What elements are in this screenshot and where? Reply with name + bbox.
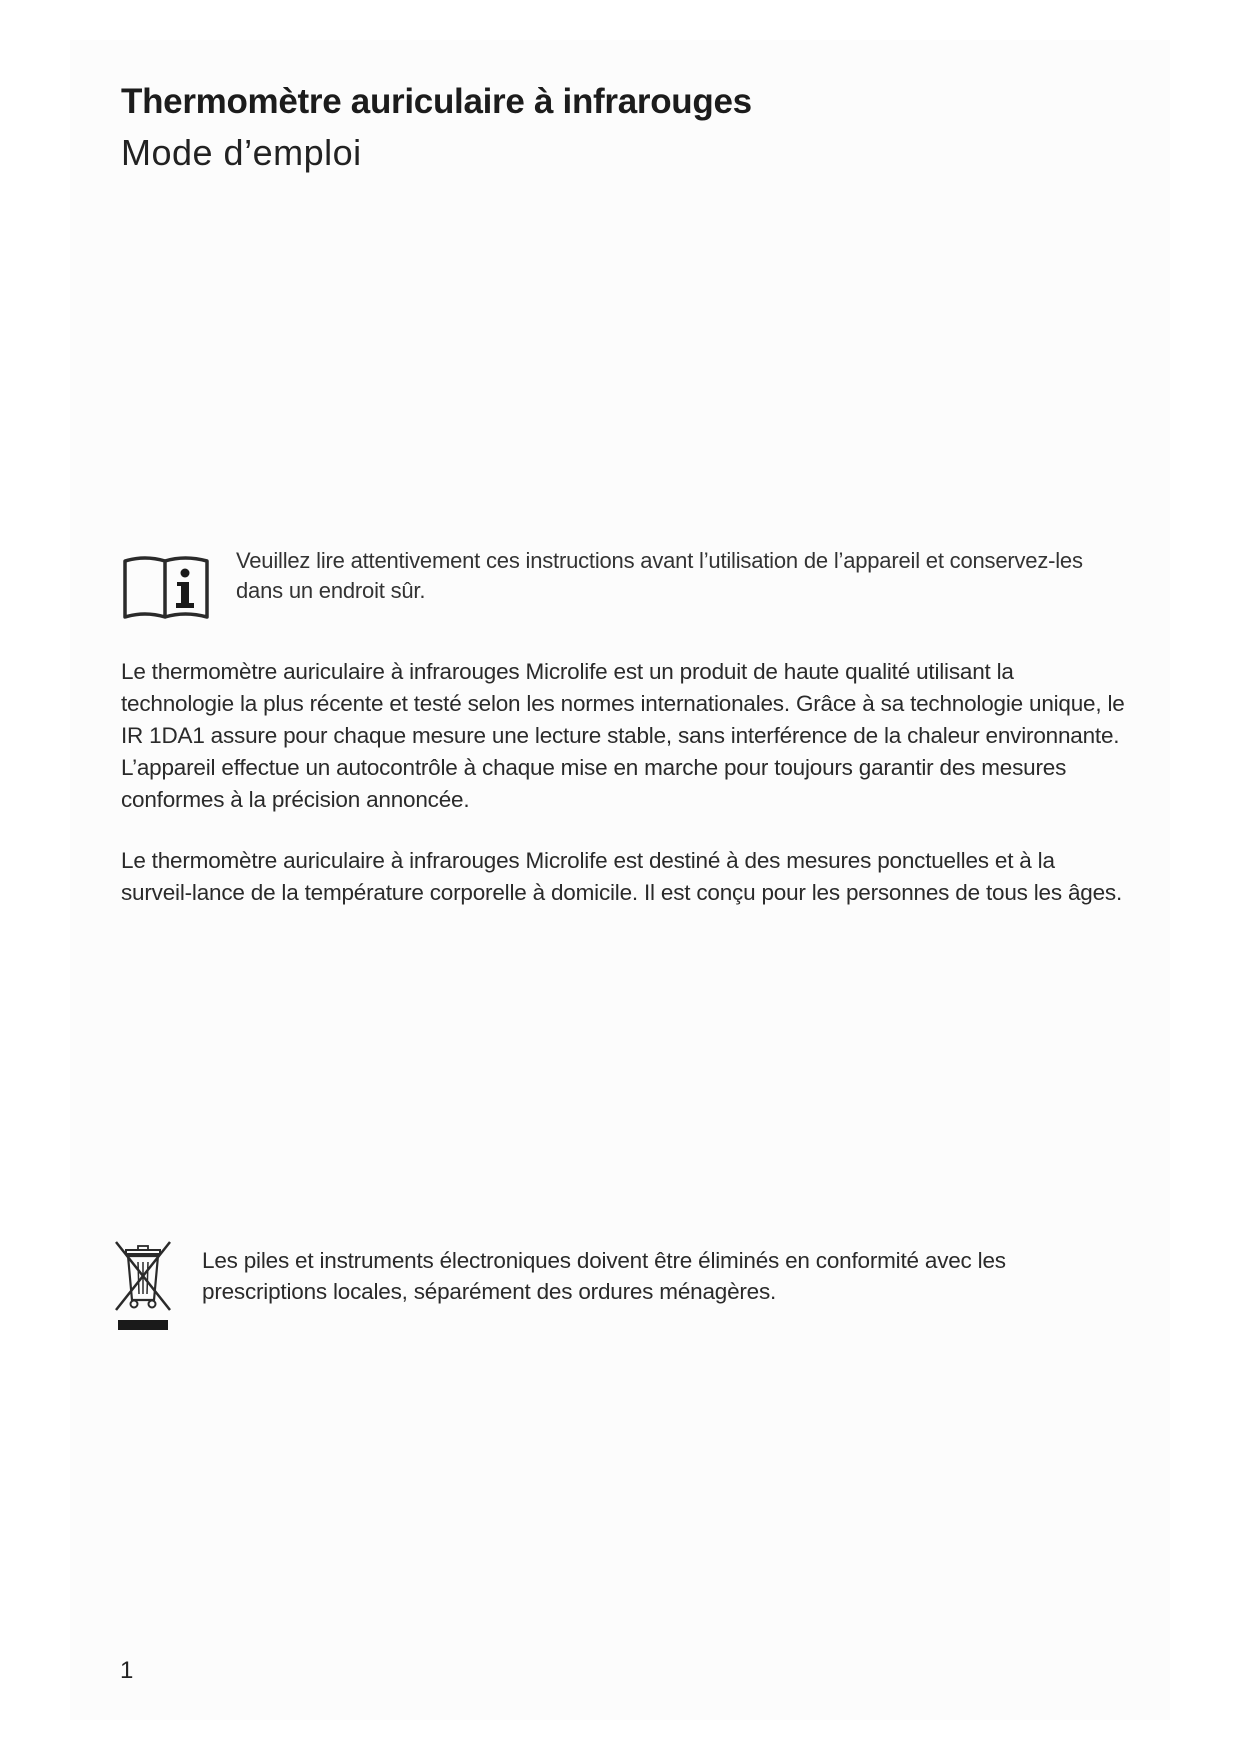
info-book-icon	[121, 545, 213, 625]
page-number: 1	[120, 1657, 134, 1684]
read-instructions-notice: Veuillez lire attentivement ces instructions avant l’utilisation de l’appareil et conservez-les dans un endroit sûr.	[236, 548, 1083, 603]
document-subtitle: Mode d’emploi	[121, 132, 362, 173]
intro-paragraph: Le thermomètre auriculaire à infrarouges Microlife est un produit de haute qualité utilisant la technologie la plus récente et testé selon les normes internationales. Grâce à sa technologie unique, le IR 1DA1 assure pour chaque mesure une lecture stable, sans interférence de la chaleur environnante. L’appareil effectue un autocontrôle à chaque mise en marche pour toujours garantir des mesures conformes à la précision annoncée.	[121, 659, 1125, 812]
document-title: Thermomètre auriculaire à infrarouges	[121, 82, 752, 121]
crossed-out-bin-icon	[114, 1240, 174, 1332]
disposal-notice: Les piles et instruments électroniques doivent être éliminés en conformité avec les prescriptions locales, séparément des ordures ménagères.	[202, 1248, 1006, 1304]
purpose-paragraph: Le thermomètre auriculaire à infrarouges Microlife est destiné à des mesures ponctuelles et à la surveil-lance de la température corporelle à domicile. Il est conçu pour les personnes de tous les âges.	[121, 848, 1122, 905]
